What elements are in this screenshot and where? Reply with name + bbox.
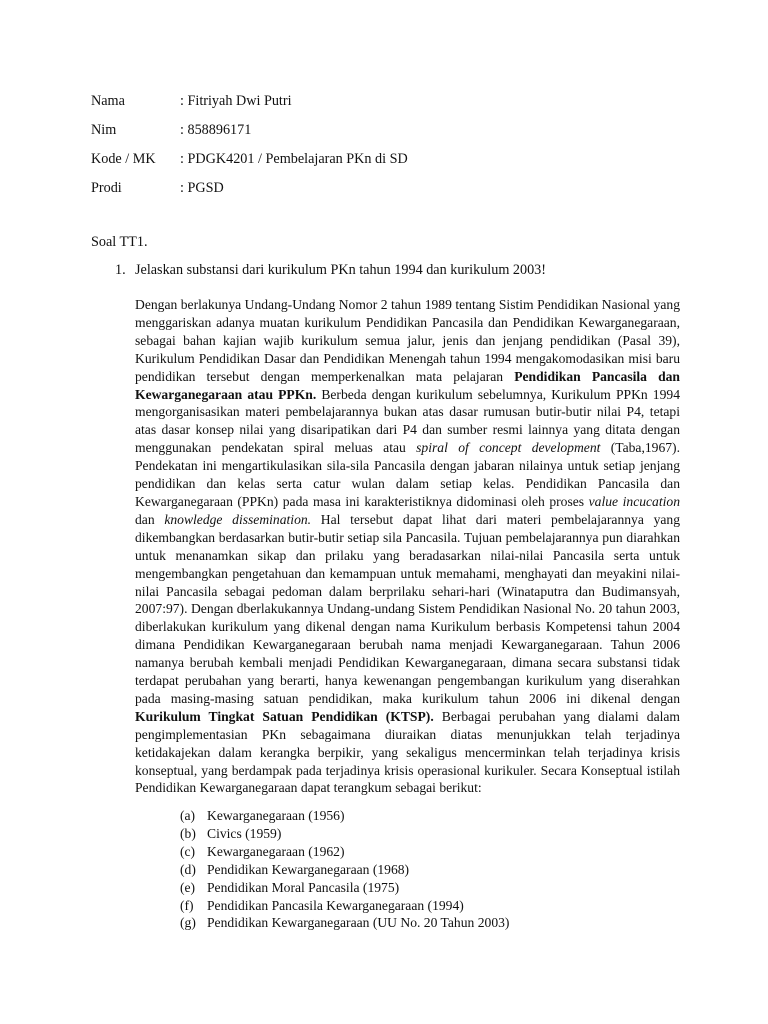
answer-italic-term: spiral of concept development xyxy=(416,440,601,456)
identity-label: Prodi xyxy=(91,180,122,196)
identity-row-nim xyxy=(91,122,651,151)
identity-label: Kode / MK xyxy=(91,151,156,167)
list-item-text: Pendidikan Pancasila Kewarganegaraan (1994) xyxy=(207,897,464,913)
soal-title: Soal TT1. xyxy=(91,234,148,250)
list-item xyxy=(180,843,600,861)
question-number: 1. xyxy=(115,262,126,278)
list-item-label: (g) xyxy=(180,915,196,931)
identity-value: : PGSD xyxy=(180,180,224,196)
list-item-text: Kewarganegaraan (1962) xyxy=(207,843,345,859)
identity-value: : PDGK4201 / Pembelajaran PKn di SD xyxy=(180,151,408,167)
list-item xyxy=(180,825,600,843)
list-item-text: Pendidikan Kewarganegaraan (UU No. 20 Tahun 2003) xyxy=(207,915,510,931)
answer-text xyxy=(135,296,680,797)
identity-label: Nim xyxy=(91,122,117,138)
answer-text-part: dan xyxy=(135,511,165,527)
answer-paragraph xyxy=(135,296,680,797)
list-item-text: Pendidikan Moral Pancasila (1975) xyxy=(207,879,400,895)
identity-row-kode-mk xyxy=(91,151,651,180)
answer-text-part: Berbagai perubahan yang dialami dalam pengimplementasian PKn sebagaimana diuraikan diatas menunjukkan telah terjadinya ketidakajekan dalam kerangka berpikir, yang sekaligus mencerminkan telah terjadinya krisis konseptual, yang berdampak pada terjadinya krisis operasional kurikuler. Secara Konseptual istilah Pendidikan Kewarganegaraan dapat terangkum sebagai berikut: xyxy=(135,708,680,796)
list-item-text: Civics (1959) xyxy=(207,825,282,841)
identity-row-nama xyxy=(91,93,651,122)
list-item xyxy=(180,914,600,932)
list-item-text: Kewarganegaraan (1956) xyxy=(207,808,345,823)
question-item xyxy=(115,262,655,279)
question-text: Jelaskan substansi dari kurikulum PKn tahun 1994 dan kurikulum 2003! xyxy=(135,262,547,278)
answer-text-part: Dengan berlakunya Undang-Undang Nomor 2 tahun 1989 tentang Sistim Pendidikan Nasional yang menggariskan adanya muatan kurikulum Pendidikan Pancasila dan Pendidikan Kewarganegaraan, sebagai bahan kajian wajib kurikulum semua jalur, jenis dan jenjang pendidikan (Pasal 39), Kurikulum Pendidikan Dasar dan Pendidikan Menengah tahun 1994 mengakomodasikan misi baru pendidikan tersebut dengan memperkenalkan mata pelajaran xyxy=(135,297,680,384)
answer-text-part: Berbeda dengan kurikulum sebelumnya, Kurikulum PPKn 1994 mengorganisasikan materi pembelajarannya bukan atas dasar rumusan butir-butir nilai P4, tetapi atas dasar konsep nilai yang disaripatikan dari P4 dan sumber resmi lainnya yang ditata dengan menggunakan pendekatan spiral meluas atau xyxy=(135,386,680,456)
identity-block xyxy=(91,93,651,209)
answer-text-part: Hal tersebut dapat lihat dari materi pembelajarannya yang dikembangkan berdasarkan butir-butir setiap sila Pancasila. Tujuan pembelajarannya pun diarahkan untuk menanamkan sikap dan prilaku yang beradasarkan nilai-nilai Pancasila serta untuk mengembangkan pengetahuan dan kemampuan untuk memahami, menghayati dan meyakini nilai-nilai Pancasila sebagai pedoman dalam berprilaku sehari-hari (Winataputra dan Budimansyah, 2007:97). Dengan dberlakukannya Undang-undang Sistem Pendidikan Nasional No. 20 tahun 2003, diberlakukan kurikulum yang dikenal dengan nama Kurikulum berbasis Kompetensi tahun 2004 dimana Pendidikan Kewarganegaraan berubah nama menjadi Kewarganegaraan. Tahun 2006 namanya berubah kembali menjadi Pendidikan Kewarganegaraan, dimana secara substansi tidak terdapat perubahan yang berarti, hanya kewenangan pengembangan kurikulum yang diserahkan pada masing-masing satuan pendidikan, maka kurikulum tahun 2006 ini dikenal dengan xyxy=(135,511,680,706)
list-item xyxy=(180,807,600,825)
list-item xyxy=(180,861,600,879)
identity-row-prodi xyxy=(91,180,651,209)
answer-bold-ktsp: Kurikulum Tingkat Satuan Pendidikan (KTSP). xyxy=(135,708,434,724)
answer-italic-term: knowledge dissemination. xyxy=(164,511,312,527)
identity-value: : Fitriyah Dwi Putri xyxy=(180,93,292,109)
list-item-text: Pendidikan Kewarganegaraan (1968) xyxy=(207,861,410,877)
list-item xyxy=(180,897,600,915)
list-item-label: (e) xyxy=(180,879,196,895)
answer-italic-term: value incucation xyxy=(588,493,681,509)
list-item-label: (f) xyxy=(180,897,194,913)
list-item-label: (b) xyxy=(180,825,196,841)
list-item-label: (a) xyxy=(180,808,196,823)
list-item xyxy=(180,879,600,897)
list-item-label: (d) xyxy=(180,861,196,877)
answer-bold-ppkn: Pendidikan Pancasila dan Kewarganegaraan atau PPKn. xyxy=(135,368,680,402)
list-item-label: (c) xyxy=(180,843,196,859)
identity-label: Nama xyxy=(91,93,125,109)
term-list xyxy=(180,807,600,932)
answer-text-part: (Taba,1967). Pendekatan ini mengartikulasikan sila-sila Pancasila dengan jabaran nilainya untuk setiap jenjang pendidikan dan kelas serta catur wulan dalam setiap kelas. Pendidikan Pancasila dan Kewarganegaraan (PPKn) pada masa ini karakteristiknya didominasi oleh proses xyxy=(135,440,680,509)
identity-value: : 858896171 xyxy=(180,122,252,138)
